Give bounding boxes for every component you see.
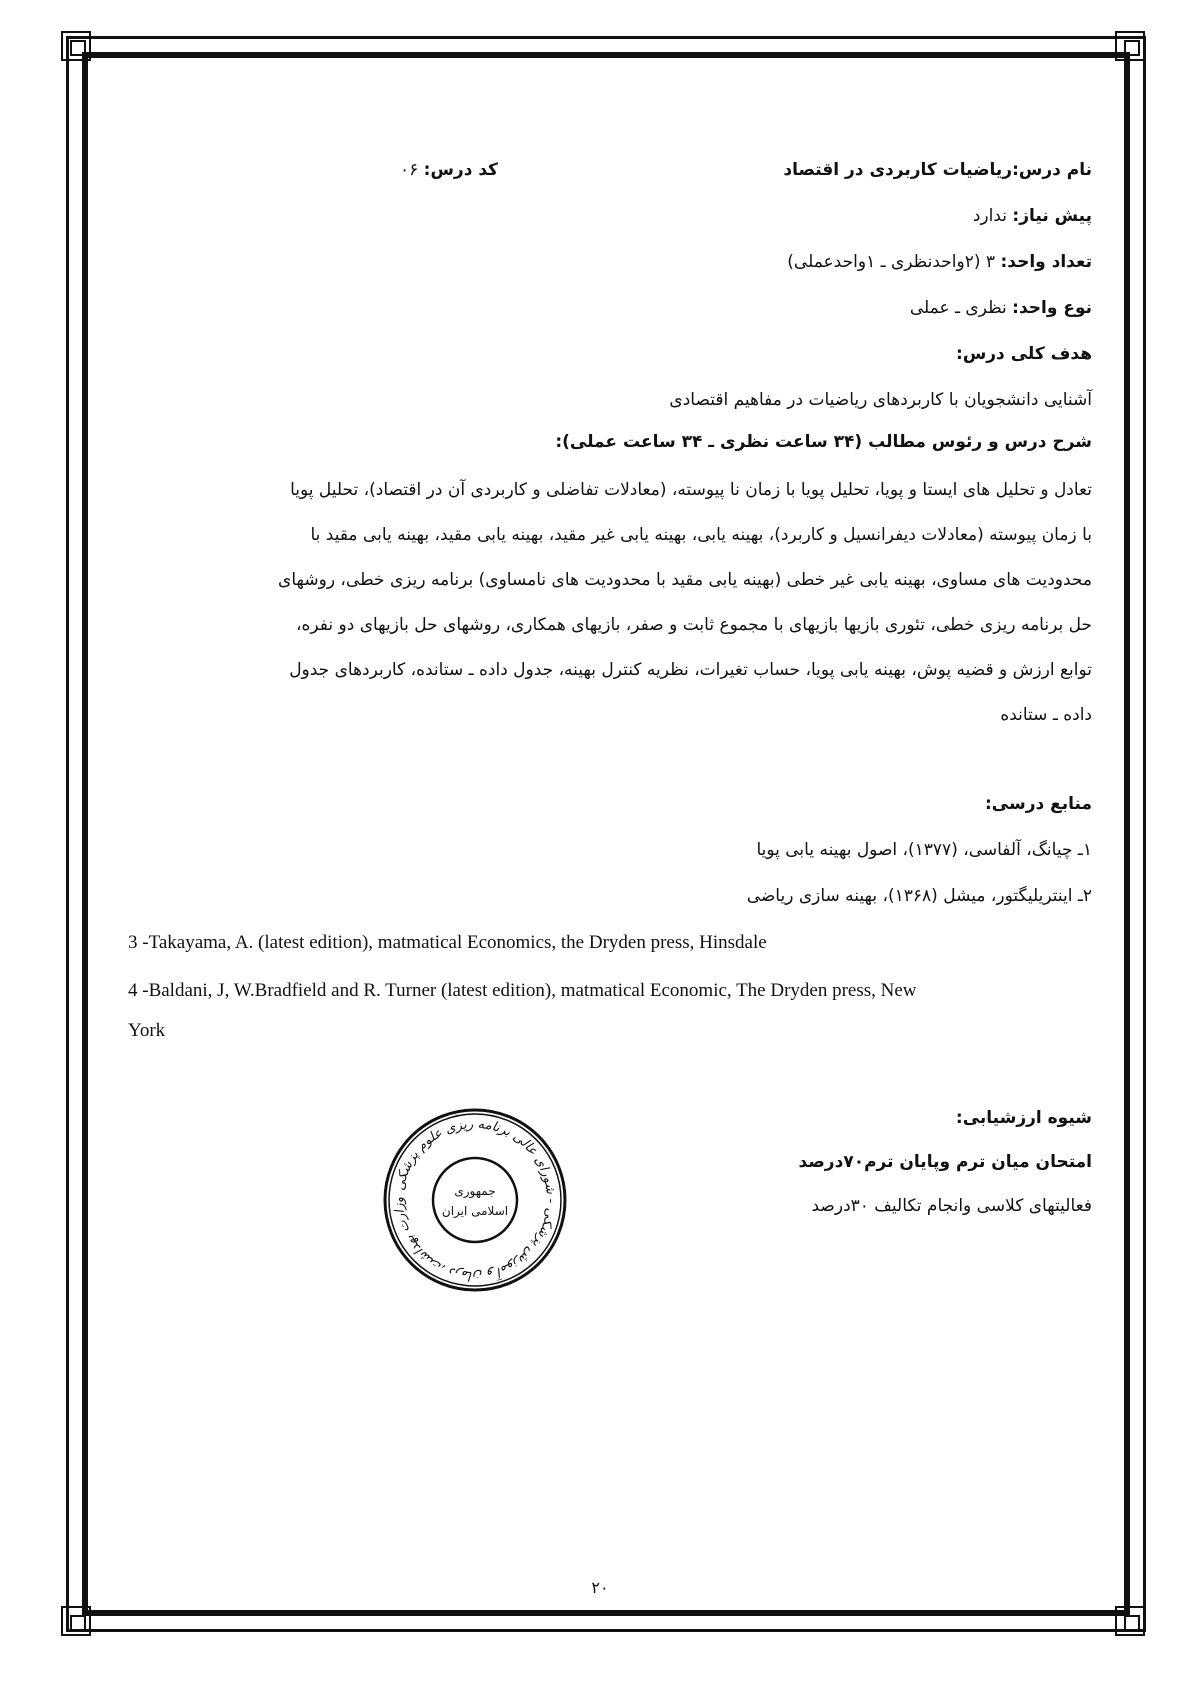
syllabus-line: حل برنامه ریزی خطی، تئوری بازیها بازیهای با مجموع ثابت و صفر، بازیهای همکاری، روشهای حل بازیهای دو نفره، bbox=[296, 615, 1092, 635]
official-seal-stamp bbox=[380, 1105, 570, 1295]
syllabus-line: تعادل و تحلیل های ایستا و پویا، تحلیل پویا با زمان نا پیوسته، (معادلات تفاضلی و کاربردی آن در اقتصاد)، تحلیل پویا bbox=[290, 480, 1092, 500]
prerequisite bbox=[973, 206, 1092, 226]
course-code bbox=[400, 160, 498, 180]
syllabus-heading: شرح درس و رئوس مطالب (۳۴ ساعت نظری ـ ۳۴ ساعت عملی): bbox=[555, 432, 1092, 452]
seal-inner-line1: جمهوری bbox=[454, 1184, 496, 1198]
corner-ornament-bottom-left bbox=[61, 1606, 91, 1636]
references-heading: منابع درسی: bbox=[985, 794, 1092, 814]
objective-text: آشنایی دانشجویان با کاربردهای ریاضیات در مفاهیم اقتصادی bbox=[669, 390, 1092, 410]
corner-ornament-top-left bbox=[61, 31, 91, 61]
evaluation-exam: امتحان میان ترم وپایان ترم۷۰درصد bbox=[798, 1152, 1092, 1172]
syllabus-line: توابع ارزش و قضیه پوش، بهینه یابی پویا، حساب تغیرات، نظریه کنترل بهینه، جدول داده ـ ستانده، کاربردهای جدول bbox=[289, 660, 1092, 680]
objective-heading: هدف کلی درس: bbox=[956, 344, 1092, 364]
syllabus-line: محدودیت های مساوی، بهینه یابی غیر خطی (بهینه یابی مقید با محدودیت های نامساوی) برنامه ریزی خطی، روشهای bbox=[278, 570, 1092, 590]
evaluation-heading: شیوه ارزشیابی: bbox=[955, 1108, 1092, 1128]
corner-ornament-top-right bbox=[1115, 31, 1145, 61]
reference-item: York bbox=[128, 1020, 166, 1041]
reference-item: ۲ـ اینتریلیگتور، میشل (۱۳۶۸)، بهینه سازی ریاضی bbox=[746, 886, 1092, 906]
prerequisite-label: پیش نیاز: bbox=[1012, 206, 1092, 226]
unit-type-label: نوع واحد: bbox=[1012, 298, 1092, 318]
reference-item: ۱ـ چیانگ، آلفاسی، (۱۳۷۷)، اصول بهینه یابی پویا bbox=[756, 840, 1092, 860]
corner-ornament-bottom-right bbox=[1115, 1606, 1145, 1636]
course-code-label: کد درس: bbox=[423, 160, 499, 180]
course-name bbox=[783, 160, 1092, 180]
syllabus-body bbox=[127, 468, 1092, 738]
syllabus-line: داده ـ ستانده bbox=[1000, 705, 1092, 725]
unit-count-label: تعداد واحد: bbox=[1000, 252, 1092, 272]
course-name-value: ریاضیات کاربردی در اقتصاد bbox=[783, 160, 1013, 180]
seal-outer-text: وزارت بهداشت، درمان و آموزش پزشکی - شورای عالی برنامه ریزی علوم پزشکی bbox=[391, 1116, 559, 1284]
unit-type bbox=[910, 298, 1092, 318]
syllabus-line: با زمان پیوسته (معادلات دیفرانسیل و کاربرد)، بهینه یابی، بهینه یابی غیر مقید، بهینه یابی مقید، بهینه یابی مقید با bbox=[310, 525, 1092, 545]
course-name-label: نام درس: bbox=[1012, 160, 1092, 180]
prerequisite-value: ندارد bbox=[972, 206, 1008, 226]
reference-item: 3 -Takayama, A. (latest edition), matmatical Economics, the Dryden press, Hinsdale bbox=[128, 932, 767, 953]
unit-count-value: ۳ (۲واحدنظری ـ ۱واحدعملی) bbox=[787, 252, 996, 272]
evaluation-activities: فعالیتهای کلاسی وانجام تکالیف ۳۰درصد bbox=[811, 1196, 1092, 1216]
course-code-value: ۰۶ bbox=[400, 160, 419, 180]
unit-count bbox=[787, 252, 1092, 272]
page-border-inner bbox=[82, 52, 1130, 1616]
reference-item: 4 -Baldani, J, W.Bradfield and R. Turner (latest edition), matmatical Economic, The Dryden press, New bbox=[128, 980, 917, 1001]
unit-type-value: نظری ـ عملی bbox=[909, 298, 1007, 318]
seal-inner-line2: اسلامی ایران bbox=[441, 1204, 509, 1218]
page-number: ۲۰ bbox=[591, 1578, 609, 1597]
svg-text:وزارت بهداشت، درمان و آموزش پز bbox=[392, 1117, 558, 1283]
